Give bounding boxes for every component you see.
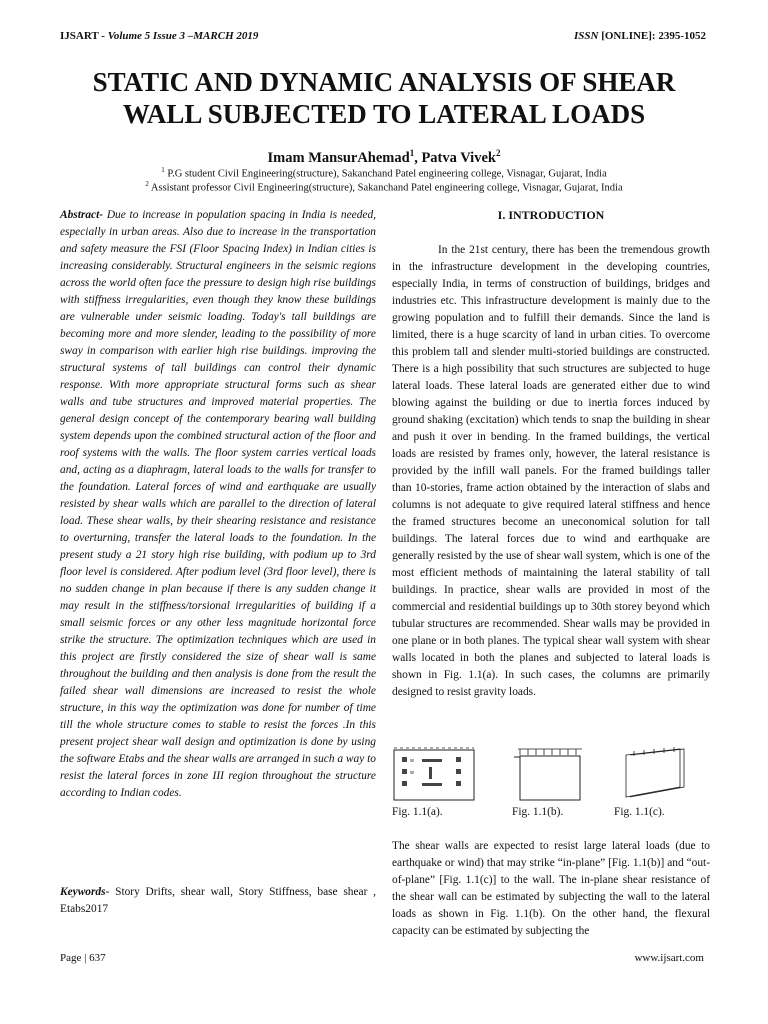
abstract xyxy=(60,207,376,802)
keywords xyxy=(60,884,376,918)
figure-1b-in-plane xyxy=(512,747,592,802)
author-1-sup: 1 xyxy=(409,148,415,158)
author-2-sup: 2 xyxy=(495,148,501,158)
author-line xyxy=(40,148,728,167)
issn-header xyxy=(574,30,706,42)
affiliation-2 xyxy=(40,180,728,194)
keywords-label: Keywords xyxy=(60,886,106,898)
website-link[interactable]: www.ijsart.com xyxy=(634,952,704,964)
affiliation-2-sup: 2 xyxy=(145,180,149,188)
paragraph-2: The shear walls are expected to resist large lateral loads (due to earthquake or wind) that may strike “in-plane” [Fig. 1.1(b)] and “out-of-plane” [Fig. 1.1(c)] to the wall. The in-plane shear resistance of the shear wall can be estimated by subjecting the wall to the lateral loads as shown in Fig. 1.1(b). On the other hand, the flexural capacity can be estimated by subjecting the xyxy=(392,840,710,937)
affiliation-1-text: P.G student Civil Engineering(structure), Sakanchand Patel engineering college, Visnagar, Gujarat, India xyxy=(164,168,607,180)
journal-header xyxy=(60,30,258,42)
figure-1c-out-of-plane xyxy=(616,747,696,802)
journal-name: IJSART - xyxy=(60,30,108,42)
paper-title xyxy=(40,66,728,130)
affiliation-1-sup: 1 xyxy=(161,166,165,174)
introduction xyxy=(392,207,710,701)
page-number: Page | 637 xyxy=(60,952,106,964)
figure-1a-plan xyxy=(392,747,478,802)
svg-text:w: w xyxy=(410,758,415,764)
author-2: Patva Vivek xyxy=(421,149,496,166)
intro-paragraph: In the 21st century, there has been the tremendous growth in the infrastructure development in the developing countries, especially India, in terms of construction of buildings, bridges and industries etc. This infrastructure development is mainly due to the growing population and to fulfill their demands. Since the land is limited, there is a huge scarcity of land in urban cities. To overcome this problem tall and slender multi-storied buildings are constructed. There is a high possibility that such structures are subjected to huge lateral loads. These lateral loads are generated either due to wind blowing against the building or due to inertia forces induced by ground shaking (excitation) which tends to snap the building in shear and push it over in bending. In the framed buildings, the vertical loads are resisted by frames only, however, the lateral resistance is provided by the infill wall panels. For the framed buildings taller than 10-stories, frame action obtained by the interaction of slabs and columns is not adequate to give required lateral stiffness and hence the framed structures become an uneconomical solution for tall buildings. The lateral forces due to wind and earthquake are generally resisted by the use of shear wall system, which is one of the most efficient methods of maintaining the lateral stability of tall buildings. In practice, shear walls are provided in most of the commercial and residential buildings up to 30th storey beyond which tubular structures are recommended. Shear walls may be provided in one plane or in both planes. The typical shear wall system with shear walls located in both the planes and subjected to lateral loads is shown in Fig. 1.1(a). In such cases, the columns are primarily designed to resist gravity loads. xyxy=(392,244,710,698)
keywords-text: - Story Drifts, shear wall, Story Stiffness, base shear , Etabs2017 xyxy=(60,886,376,915)
caption-fig-1b: Fig. 1.1(b). xyxy=(512,806,564,818)
svg-text:w: w xyxy=(410,770,415,776)
issn-value: [ONLINE]: 2395-1052 xyxy=(598,30,706,42)
caption-fig-1a: Fig. 1.1(a). xyxy=(392,806,443,818)
abstract-label: Abstract- xyxy=(60,209,104,221)
section-heading: I. INTRODUCTION xyxy=(497,208,605,222)
journal-volume: Volume 5 Issue 3 –MARCH 2019 xyxy=(107,30,259,42)
title-line-2: WALL SUBJECTED TO LATERAL LOADS xyxy=(122,99,646,129)
author-separator: , xyxy=(414,149,422,166)
abstract-text: Due to increase in population spacing in India is needed, especially in urban areas. Also due to increase in the transportation and safety measure the FSI (Floor Spacing Index) in Indian cities is increasing considerably. Structural engineers in the seismic regions across the world often face the pressure to design high rise buildings with stiffness irregularities, even though they know these buildings are vulnerable under seismic loading. Today's tall buildings are becoming more and more slender, leading to the possibility of more sway in comparison with earlier high rise buildings. improving the structural systems of tall buildings can control their dynamic response. With more appropriate structural forms such as shear walls and tube structures and improved material properties. The general design concept of the contemporary bearing wall building system depends upon the combined structural action of the floor and roof systems with the walls. The floor system carries vertical loads and, acting as a diaphragm, lateral loads to the walls for transfer to the foundation. Lateral forces of wind and earthquake are usually resisted by shear walls which are parallel to the direction of lateral load. These shear walls, by their shearing resistance and resistance to overturning, transfer the lateral loads to the foundation. In the present study a 21 story high rise building, with podium up to 3rd floor level is considered. After podium level (3rd floor level), there is no sudden change in plan because if there is any sudden change it may result in the stiffness/torsional irregularities of building if a small seismic forces or any other less magnitude horizontal force strike the structure. The optimization techniques which are used in this project are firstly considered the size of shear wall is same throughout the building and then analysis is done from the result the failed shear wall dimensions are increased to resist the whole structure, in this way the optimization was done for number of time till the whole structure comes to stable to resist the forces .In this present project shear wall design and optimization is done by using the software Etabs and the shear walls are arranged in such a way to resist the lateral forces in zone III region throughout the structure according to Indian codes. xyxy=(60,209,376,799)
caption-fig-1c: Fig. 1.1(c). xyxy=(614,806,665,818)
issn-label: ISSN xyxy=(573,30,599,42)
title-line-1: STATIC AND DYNAMIC ANALYSIS OF SHEAR xyxy=(92,67,676,97)
shear-wall-paragraph xyxy=(392,838,710,940)
affiliation-2-text: Assistant professor Civil Engineering(structure), Sakanchand Patel engineering college, Visnagar, Gujarat, India xyxy=(148,182,623,194)
affiliation-1 xyxy=(40,166,728,180)
author-1: Imam MansurAhemad xyxy=(267,149,410,166)
figure-row xyxy=(392,747,710,802)
